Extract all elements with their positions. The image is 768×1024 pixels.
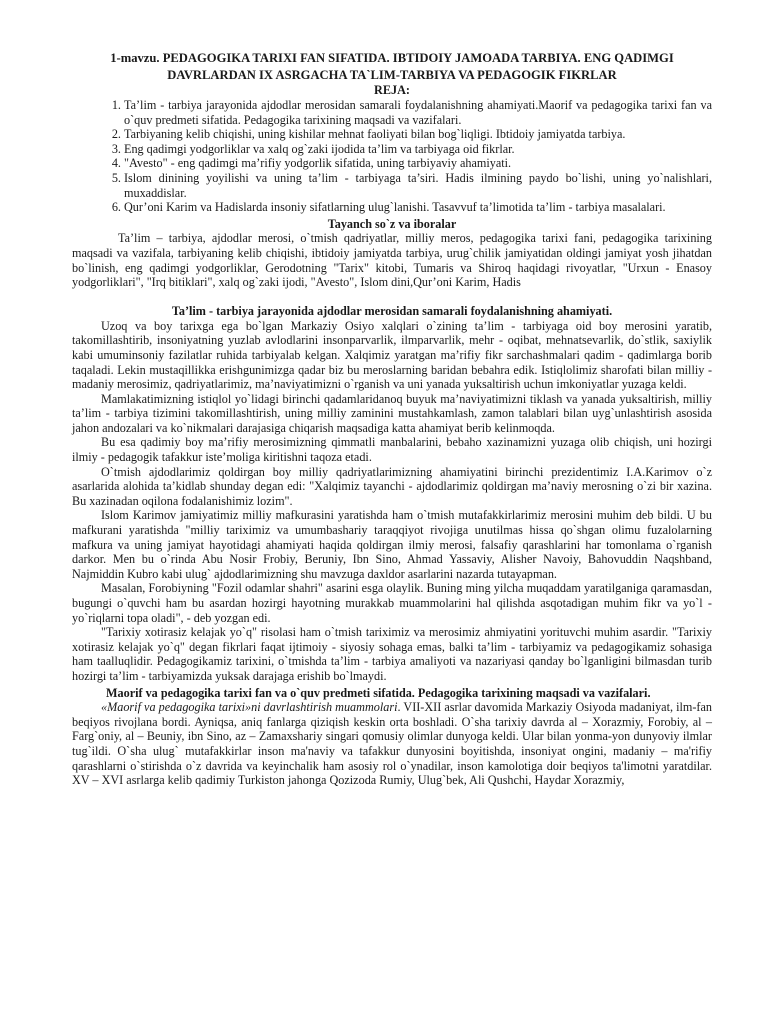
plan-item: 5. Islom dinining yoyilishi va uning ta’lim - tarbiyaga ta’siri. Hadis ilmining paydo bo`lishi, uning yo`nalishlari, muxaddislar. [124,171,712,200]
keywords-heading: Tayanch so`z va iboralar [327,216,457,231]
body-paragraph: "Tarixiy xotirasiz kelajak yo`q" risolasi ham o`tmish tariximiz va merosimiz ahmiyatini yorituvchi muhim asardir. "Tarixiy xotirasiz kelajak yo`q" degan fikrlari faqat ijtimoiy - siyosiy sohaga emas, balki ta’lim - tarbiyamiz va pedagogikamiz sohasiga ham taalluqlidir. Pedagogikamiz tarixini, o`tmishda ta’lim - tarbiya amaliyoti va nazariyasi qanday bo`lganligini bilmasdan turib hozirgi ta’lim - tarbiyamizda yuksak darajaga erishib bo`lmaydi. [72,625,712,683]
document-page [72,50,712,788]
section-2-title: Maorif va pedagogika tarixi fan va o`quv predmeti sifatida. Pedagogika tarixining maqsadi va vazifalari. [106,685,651,700]
plan-list [72,98,712,215]
keywords-paragraph: Ta’lim – tarbiya, ajdodlar merosi, o`tmish qadriyatlar, milliy meros, pedagogika tarixi fani, pedagogika tarixining maqsadi va vazifala, tarbiyaning kelib chiqishi, ibtidoiy jamiyatda tarbiya, urug`chilik jamiyatidan oldingi jamiyat yosh jihatdan bo`linish, eng qadimgi yodgorliklar, Gerodotning "Tarix" kitobi, Tumaris va Shiroq haqidagi rivoyatlar, "Urxun - Enasoy yodgorliklari", "Irq bitiklari", xalq og`zaki ijodi, "Avesto", Islom dini,Qur’oni Karim, Hadis [72,231,712,290]
body-paragraph: Uzoq va boy tarixga ega bo`lgan Markaziy Osiyo xalqlari o`zining ta’lim - tarbiyaga oid boy merosini yaratib, takomillashtirib, insoniyatning yuzlab avlodlarini insonparvarlik, ilmparvarlik, mehr - oqibat, mehnatsevarlik, do`stlik, saxiylik kabi umuminsoniy fazilatlar ruhida tarbiyalab kelgan. Xalqimiz yaratgan ma’rifiy fikr sarchashmalari qadim - qadimlarga borib taqaladi. Lekin mustaqillikka erishgunimizga qadar biz bu meroslarning baridan bebahra edik. Istiqlolimiz sharofati bilan milliy - madaniy merosimiz, qadriyatlarimiz, ma’naviyatimizni o`rganish va uni yanada yuksaltirish uchun imkoniyatlar yuzaga keldi. [72,318,712,392]
plan-item: 4. "Avesto" - eng qadimgi ma’rifiy yodgorlik sifatida, uning tarbiyaviy ahamiyati. [124,156,712,171]
document-title: 1-mavzu. PEDAGOGIKA TARIXI FAN SIFATIDA. IBTIDOIY JAMOADA TARBIYA. ENG QADIMGI DAVRLARDAN IX ASRGACHA TA`LIM-TARBIYA VA PEDAGOGIK FIKRLAR [110,51,674,82]
paragraph-text: . VII-XII asrlar davomida Markaziy Osiyoda madaniyat, ilm-fan beqiyos rivojlana bordi. Ayniqsa, aniq fanlarga qiziqish keskin orta boshladi. O`sha tarixiy davrda al – Xorazmiy, Forobiy, al – Farg`oniy, al – Beuniy, ibn Sino, az – Zamaxshariy singari qomusiy olimlar dunyoga keldi. Ular bilan yonma-yon dunyoviy ilmlar tug`ildi. O`sha ulug` mutafakkirlar inson ma'naviy va tafakkur dunyosini boyitishda, insoniyat ongini, madaniy – ma'rifiy qarashlarni o`stirishda o`z davrida va keyinchalik ham asosiy rol o`ynadilar, inson kamolotiga doir beqiyos ta'limotni yaratdilar. XV – XVI asrlarga kelib qadimiy Turkiston jahonga Qozizoda Rumiy, Ulug`bek, Ali Qushchi, Haydar Xorazmiy, [72,700,712,788]
plan-item: 6. Qur’oni Karim va Hadislarda insoniy sifatlarning ulug`lanishi. Tasavvuf ta’limotida ta’lim - tarbiya masalalari. [124,200,712,215]
body-paragraph: O`tmish ajdodlarimiz qoldirgan boy milliy qadriyatlarimizning ahamiyatini birinchi prezidentimiz I.A.Karimov o`z asarlarida alohida ta’kidlab shunday degan edi: "Xalqimiz tayanchi - ajdodlarimiz qoldirgan ma’naviy merosning o`zi bir xazina. Bu xazinadan oqilona fodalanishimiz lozim". [72,464,712,508]
body-paragraph: Islom Karimov jamiyatimiz milliy mafkurasini yaratishda ham o`tmish mutafakkirlarimiz merosini muhim deb bildi. U bu mafkurani yaratishda "milliy tariximiz va umumbashariy taraqqiyot rivojiga unutilmas hissa qo`shgan olimu fuzalolarning mafkura va uning jamiyat hayotidagi ahamiyati haqida qoldirgan ilmiy merosi, falsafiy qarashlarini har tomonlama o`rganish darkor. Men bu o`rinda Abu Nosir Frobiy, Beruniy, Ibn Sino, Ahmad Yassaviy, Alisher Navoiy, Bahovuddin Naqshband, Najmiddin Kubro kabi ulug` ajdodlarimizning shu mavzuga daxldor asarlarini nazarda tutayapman. [72,508,712,581]
plan-heading: REJA: [374,83,410,97]
italic-lead: «Maorif va pedagogika tarixi»ni davrlashtirish muammolari [101,700,398,715]
section-1-title-text: Ta’lim - tarbiya jarayonida ajdodlar merosidan samarali foydalanishning ahamiyati [171,303,610,318]
body-paragraph: Mamlakatimizning istiqlol yo`lidagi birinchi qadamlaridanoq buyuk ma’naviyatimizni tiklash va yanada yuksaltirish, milliy ta’lim - tarbiya tizimini takomillashtirish, uning milliy zaminini mustahkamlash, zamon talablari bilan uyg`unlashtirish asosida jahon andozalari va ko`nikmalari darajasiga chiqarish maqsadiga katta ahamiyat berib kelinmoqda. [72,391,712,435]
body-paragraph: Masalan, Forobiyning "Fozil odamlar shahri" asarini esga olaylik. Buning ming yilcha muqaddam yaratilganiga qaramasdan, bugungi o`quvchi ham bu asardan hozirgi hayotning murakkab muammolarini hal qilishda asqotadigan muhim fikr va yo`l - yo`riqlarni topa oladi", - deb yozgan edi. [72,581,712,625]
plan-item: 2. Tarbiyaning kelib chiqishi, uning kishilar mehnat faoliyati bilan bog`liqligi. Ibtidoiy jamiyatda tarbiya. [124,127,712,142]
plan-item: 3. Eng qadimgi yodgorliklar va xalq og`zaki ijodida ta’lim va tarbiyaga oid fikrlar. [124,142,712,157]
section-1-title: Ta’lim - tarbiya jarayonida ajdodlar merosidan samarali foydalanishning ahamiyati. [171,303,613,318]
plan-item: 1. Ta’lim - tarbiya jarayonida ajdodlar merosidan samarali foydalanishning ahamiyati.Maorif va pedagogika tarixi fan va o`quv predmeti sifatida. Pedagogika tarixining maqsadi va vazifalari. [124,98,712,127]
body-paragraph: Bu esa qadimiy boy ma’rifiy merosimizning qimmatli manbalarini, bebaho xazinamizni yuzaga olib chiqish, uni hozirgi ilmiy - pedagogik tafakkur iste’moliga kiritishni taqoza etadi. [72,435,712,465]
body-paragraph [72,700,712,788]
